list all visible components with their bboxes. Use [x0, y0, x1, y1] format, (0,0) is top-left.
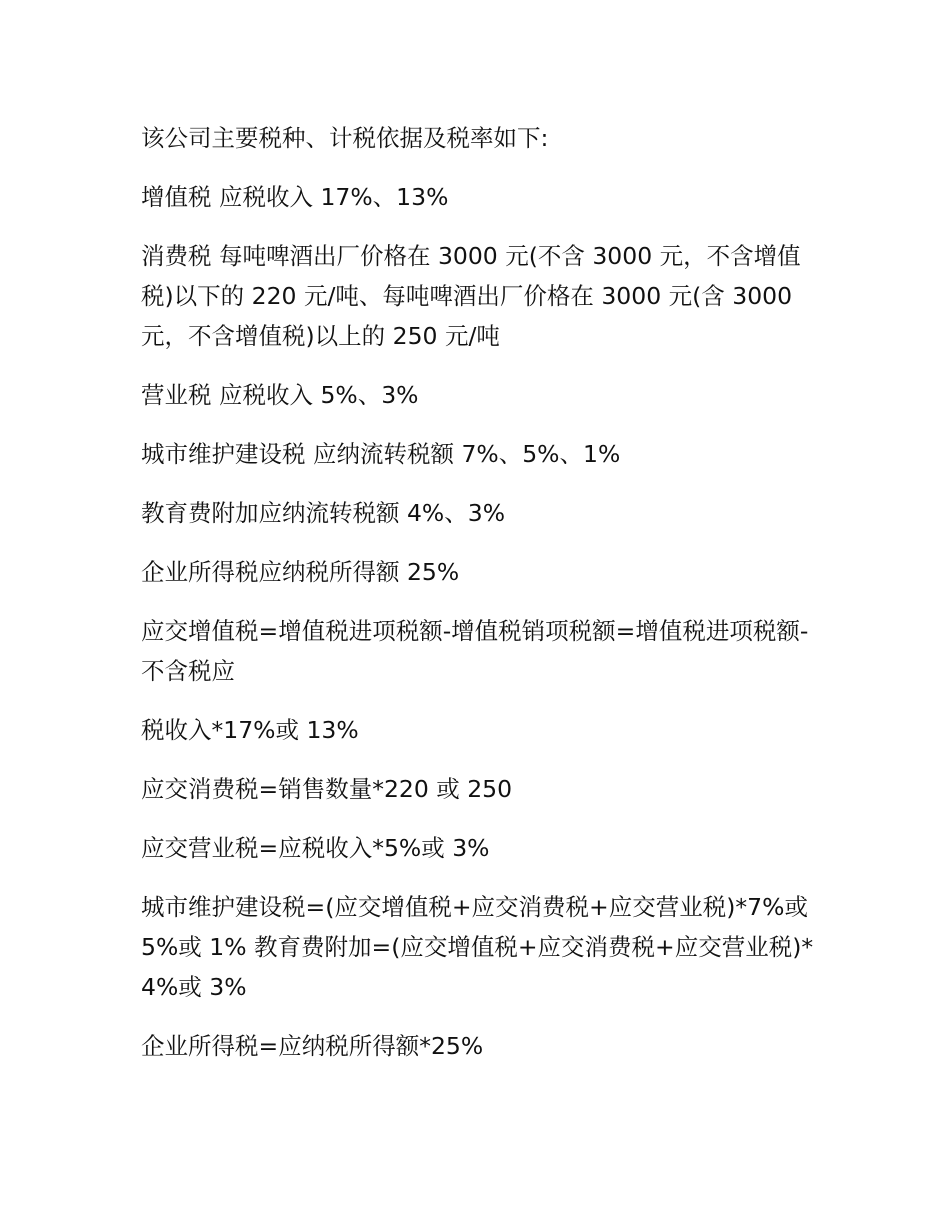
education-surcharge-paragraph: 教育费附加应纳流转税额 4%、3% [141, 499, 506, 527]
income-tax-paragraph: 企业所得税应纳税所得额 25% [141, 558, 460, 586]
urban-maintenance-tax-paragraph: 城市维护建设税 应纳流转税额 7%、5%、1% [141, 440, 621, 468]
consumption-tax-paragraph: 消费税 每吨啤酒出厂价格在 3000 元(不含 3000 元，不含增值税)以下的 220 元/吨、每吨啤酒出厂价格在 3000 元(含 3000 元，不含增值税)以上的 250 元/吨 [141, 242, 801, 350]
consumption-tax-formula: 应交消费税=销售数量*220 或 250 [141, 775, 513, 803]
urban-tax-and-surcharge-formula: 城市维护建设税=(应交增值税+应交消费税+应交营业税)*7%或 5%或 1% 教育费附加=(应交增值税+应交消费税+应交营业税)*4%或 3% [141, 893, 814, 1001]
business-tax-formula: 应交营业税=应税收入*5%或 3% [141, 834, 490, 862]
vat-formula-continuation: 税收入*17%或 13% [141, 716, 359, 744]
business-tax-paragraph: 营业税 应税收入 5%、3% [141, 381, 419, 409]
document-body [141, 118, 821, 1085]
vat-rate-paragraph: 增值税 应税收入 17%、13% [141, 183, 449, 211]
vat-formula-paragraph: 应交增值税=增值税进项税额-增值税销项税额=增值税进项税额-不含税应 [141, 617, 809, 685]
intro-paragraph: 该公司主要税种、计税依据及税率如下: [141, 124, 549, 152]
income-tax-formula: 企业所得税=应纳税所得额*25% [141, 1032, 484, 1060]
